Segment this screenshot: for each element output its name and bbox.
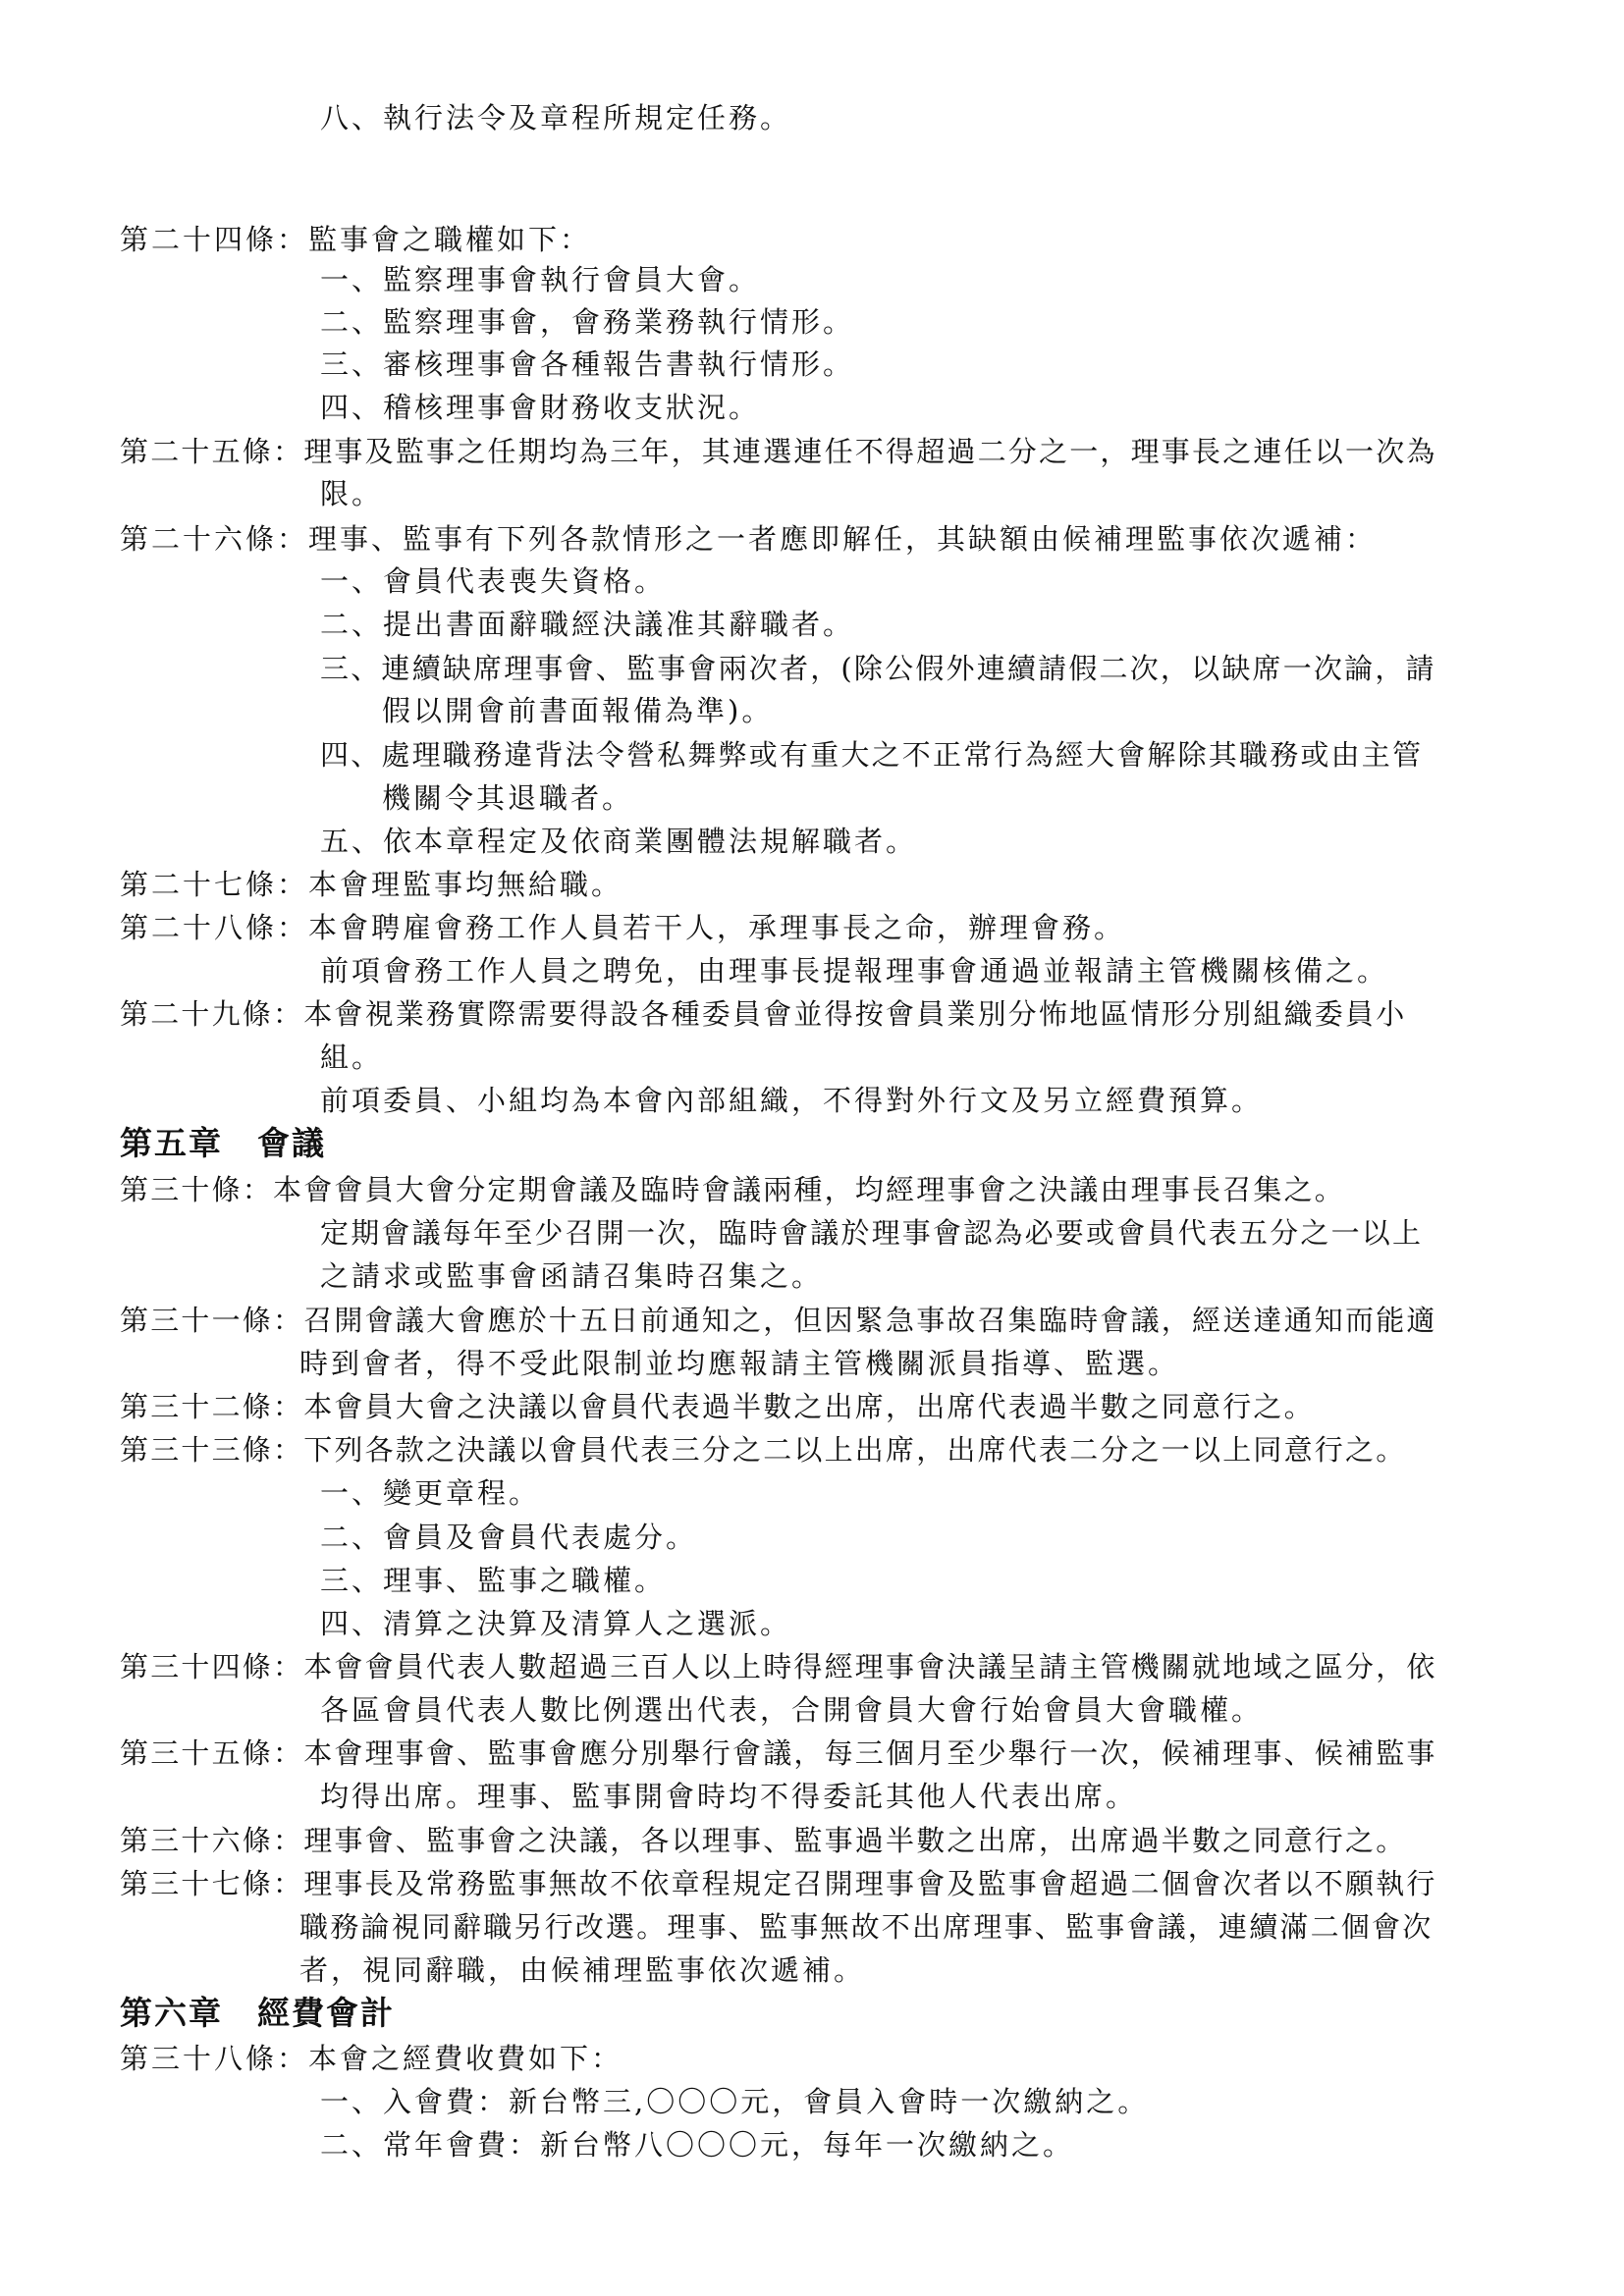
- article-26-title: 第二十六條：理事、監事有下列各款情形之一者應即解任，其缺額由候補理監事依次遞補：: [120, 522, 1378, 556]
- article-33-item-4: 四、清算之決算及清算人之選派。: [320, 1607, 792, 1640]
- article-31-line-1: 第三十一條：召開會議大會應於十五日前通知之，但因緊急事故召集臨時會議，經送達通知而能適: [120, 1304, 1437, 1337]
- chapter-6-heading: 第六章 經費會計: [120, 1994, 395, 2032]
- article-26-item-4-line-2: 機關令其退職者。: [382, 781, 634, 815]
- article-24-item-3: 三、審核理事會各種報告書執行情形。: [320, 347, 855, 381]
- article-25-line-1: 第二十五條：理事及監事之任期均為三年，其連選連任不得超過二分之一，理事長之連任以一次為: [120, 435, 1437, 468]
- article-26-item-5: 五、依本章程定及依商業團體法規解職者。: [320, 825, 918, 858]
- article-33-item-1: 一、變更章程。: [320, 1476, 541, 1510]
- article-24-item-2: 二、監察理事會，會務業務執行情形。: [320, 305, 855, 339]
- article-30-line-2: 定期會議每年至少召開一次，臨時會議於理事會認為必要或會員代表五分之一以上: [320, 1216, 1424, 1250]
- article-24-title: 第二十四條：監事會之職權如下：: [120, 223, 592, 256]
- chapter-5-heading: 第五章 會議: [120, 1124, 326, 1162]
- article-26-item-3-line-2: 假以開會前書面報備為準)。: [382, 694, 774, 727]
- article-38-title: 第三十八條：本會之經費收費如下：: [120, 2042, 623, 2075]
- article-38-item-1: 一、入會費：新台幣三,〇〇〇元，會員入會時一次繳納之。: [320, 2085, 1150, 2118]
- article-26-item-3-line-1: 三、連續缺席理事會、監事會兩次者，(除公假外連續請假二次，以缺席一次論，請: [320, 652, 1436, 685]
- article-28-line-1: 第二十八條：本會聘雇會務工作人員若干人，承理事長之命，辦理會務。: [120, 911, 1126, 944]
- article-29-line-2: 組。: [320, 1041, 384, 1074]
- article-34-line-2: 各區會員代表人數比例選出代表，合開會員大會行始會員大會職權。: [320, 1693, 1264, 1727]
- article-24-item-1: 一、監察理事會執行會員大會。: [320, 263, 761, 296]
- article-24-item-4: 四、稽核理事會財務收支狀況。: [320, 391, 761, 424]
- article-32: 第三十二條：本會員大會之決議以會員代表過半數之出席，出席代表過半數之同意行之。: [120, 1390, 1315, 1423]
- article-29-line-3: 前項委員、小組均為本會內部組織，不得對外行文及另立經費預算。: [320, 1084, 1264, 1117]
- article-28-line-2: 前項會務工作人員之聘免，由理事長提報理事會通過並報請主管機關核備之。: [320, 954, 1389, 988]
- article-37-line-2: 職務論視同辭職另行改選。理事、監事無故不出席理事、監事會議，連續滿二個會次: [299, 1910, 1434, 1944]
- article-27: 第二十七條：本會理監事均無給職。: [120, 868, 623, 901]
- article-35-line-2: 均得出席。理事、監事開會時均不得委託其他人代表出席。: [320, 1780, 1138, 1813]
- article-36: 第三十六條：理事會、監事會之決議，各以理事、監事過半數之出席，出席過半數之同意行之。: [120, 1824, 1407, 1857]
- article-37-line-3: 者，視同辭職，由候補理監事依次遞補。: [299, 1953, 866, 1987]
- article-33-item-2: 二、會員及會員代表處分。: [320, 1521, 698, 1554]
- article-26-item-4-line-1: 四、處理職務違背法令營私舞弊或有重大之不正常行為經大會解除其職務或由主管: [320, 738, 1424, 772]
- article-33-title: 第三十三條：下列各款之決議以會員代表三分之二以上出席，出席代表二分之一以上同意行之。: [120, 1433, 1407, 1467]
- article-38-item-2: 二、常年會費：新台幣八〇〇〇元，每年一次繳納之。: [320, 2128, 1075, 2162]
- article-33-item-3: 三、理事、監事之職權。: [320, 1564, 667, 1597]
- article-34-line-1: 第三十四條：本會會員代表人數超過三百人以上時得經理事會決議呈請主管機關就地域之區分，依: [120, 1650, 1437, 1683]
- article-30-line-3: 之請求或監事會函請召集時召集之。: [320, 1259, 824, 1293]
- article-26-item-1: 一、會員代表喪失資格。: [320, 564, 667, 598]
- article-31-line-2: 時到會者，得不受此限制並均應報請主管機關派員指導、監選。: [299, 1347, 1180, 1380]
- article-30-line-1: 第三十條：本會會員大會分定期會議及臨時會議兩種，均經理事會之決議由理事長召集之。: [120, 1173, 1346, 1206]
- article-25-line-2: 限。: [320, 477, 384, 510]
- article-26-item-2: 二、提出書面辭職經決議准其辭職者。: [320, 608, 855, 641]
- article-37-line-1: 第三十七條：理事長及常務監事無故不依章程規定召開理事會及監事會超過二個會次者以不願執行: [120, 1867, 1437, 1900]
- article-29-line-1: 第二十九條：本會視業務實際需要得設各種委員會並得按會員業別分怖地區情形分別組織委員小: [120, 997, 1407, 1031]
- article-35-line-1: 第三十五條：本會理事會、監事會應分別舉行會議，每三個月至少舉行一次，候補理事、候補監事: [120, 1736, 1437, 1770]
- article-23-item-8: 八、執行法令及章程所規定任務。: [320, 101, 792, 134]
